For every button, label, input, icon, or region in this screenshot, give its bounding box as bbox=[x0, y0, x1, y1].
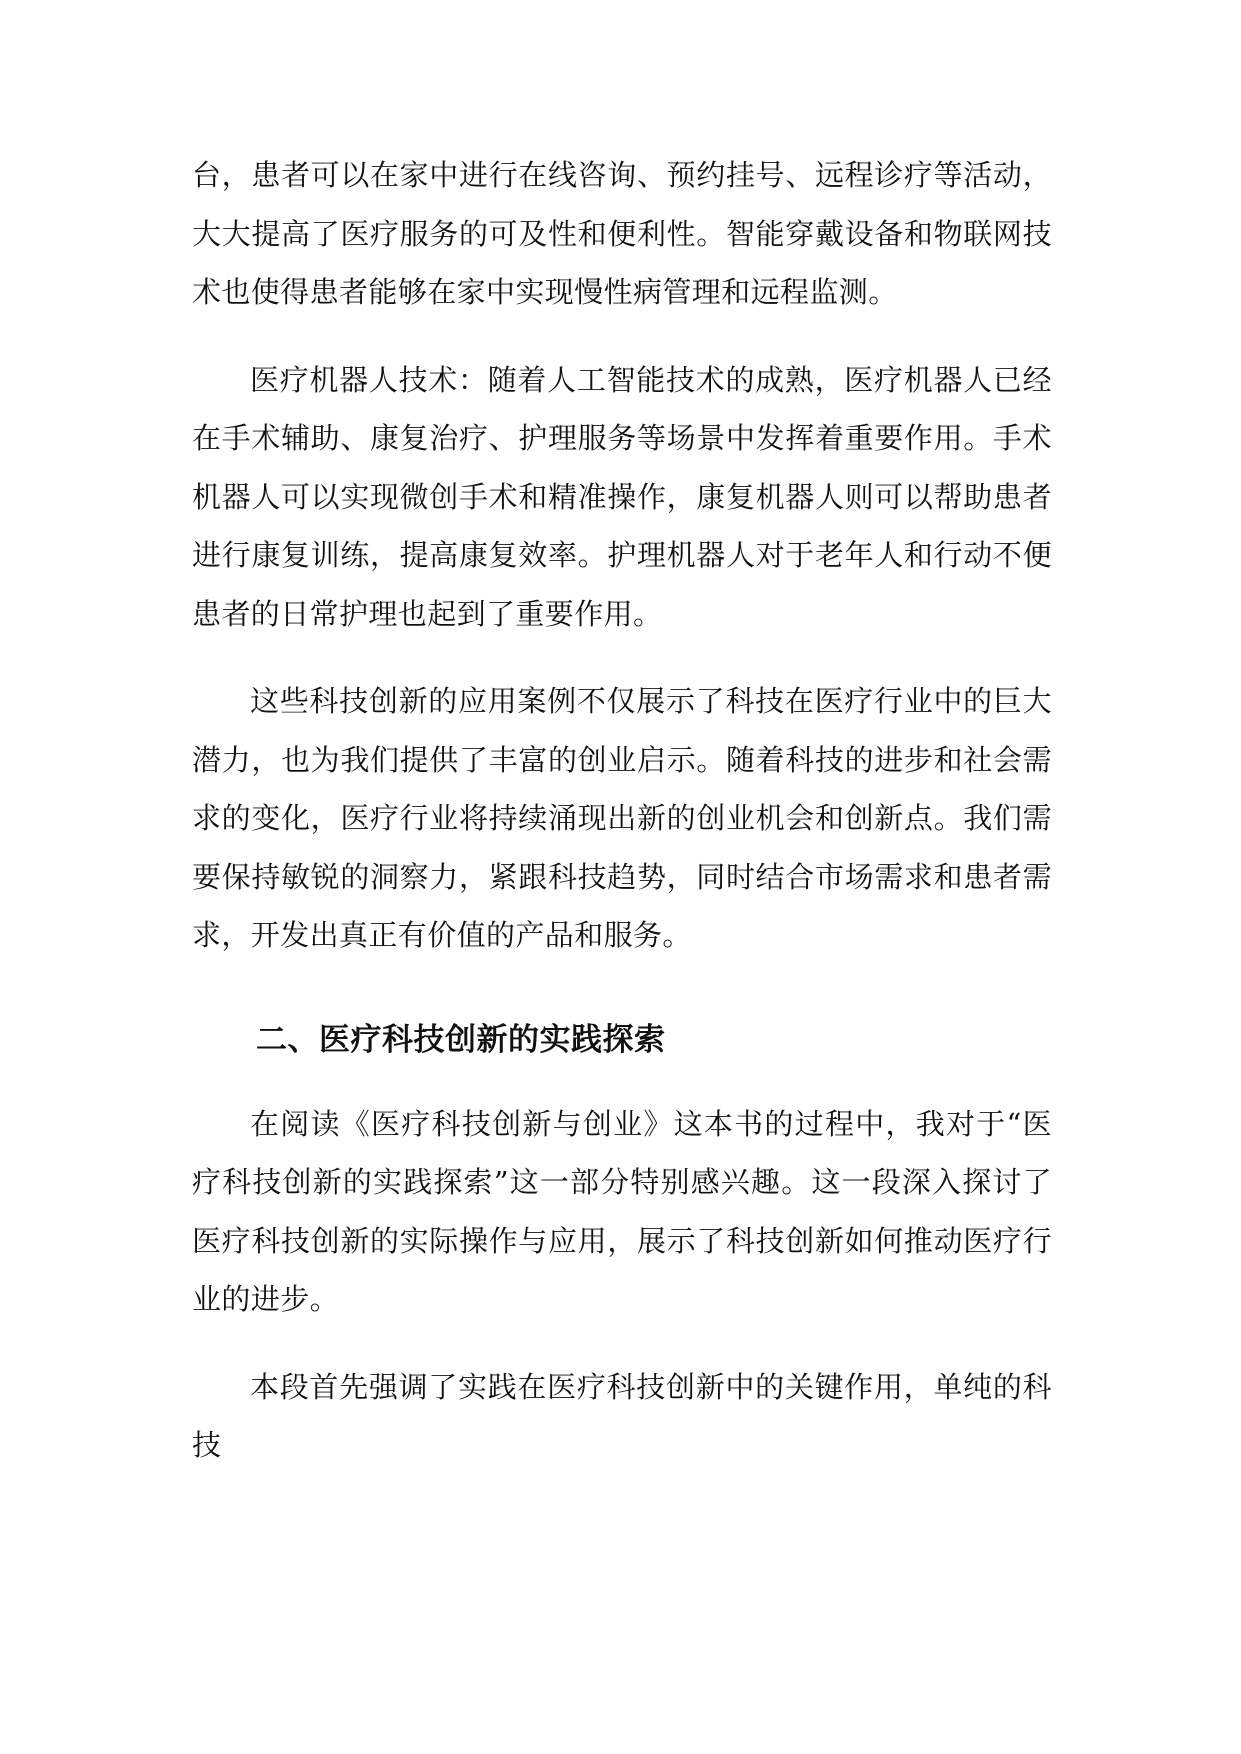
document-body bbox=[192, 146, 1052, 1475]
paragraph-medical-robots: 医疗机器人技术：随着人工智能技术的成熟，医疗机器人已经在手术辅助、康复治疗、护理服务等场景中发挥着重要作用。手术机器人可以实现微创手术和精准操作，康复机器人则可以帮助患者进行康复训练，提高康复效率。护理机器人对于老年人和行动不便患者的日常护理也起到了重要作用。 bbox=[192, 362, 1052, 631]
paragraph-reading-intro: 在阅读《医疗科技创新与创业》这本书的过程中，我对于“医疗科技创新的实践探索”这一部分特别感兴趣。这一段深入探讨了医疗科技创新的实际操作与应用，展示了科技创新如何推动医疗行业的进步。 bbox=[192, 1106, 1052, 1316]
paragraph-practice-role: 本段首先强调了实践在医疗科技创新中的关键作用，单纯的科技 bbox=[192, 1369, 1052, 1462]
paragraph-innovation-summary: 这些科技创新的应用案例不仅展示了科技在医疗行业中的巨大潜力，也为我们提供了丰富的创业启示。随着科技的进步和社会需求的变化，医疗行业将持续涌现出新的创业机会和创新点。我们需要保持敏锐的洞察力，紧跟科技趋势，同时结合市场需求和患者需求，开发出真正有价值的产品和服务。 bbox=[192, 684, 1052, 952]
section-heading: 二、医疗科技创新的实践探索 bbox=[256, 1021, 666, 1058]
paragraph-telemedicine: 台，患者可以在家中进行在线咨询、预约挂号、远程诊疗等活动，大大提高了医疗服务的可及性和便利性。智能穿戴设备和物联网技术也使得患者能够在家中实现慢性病管理和远程监测。 bbox=[192, 158, 1052, 309]
